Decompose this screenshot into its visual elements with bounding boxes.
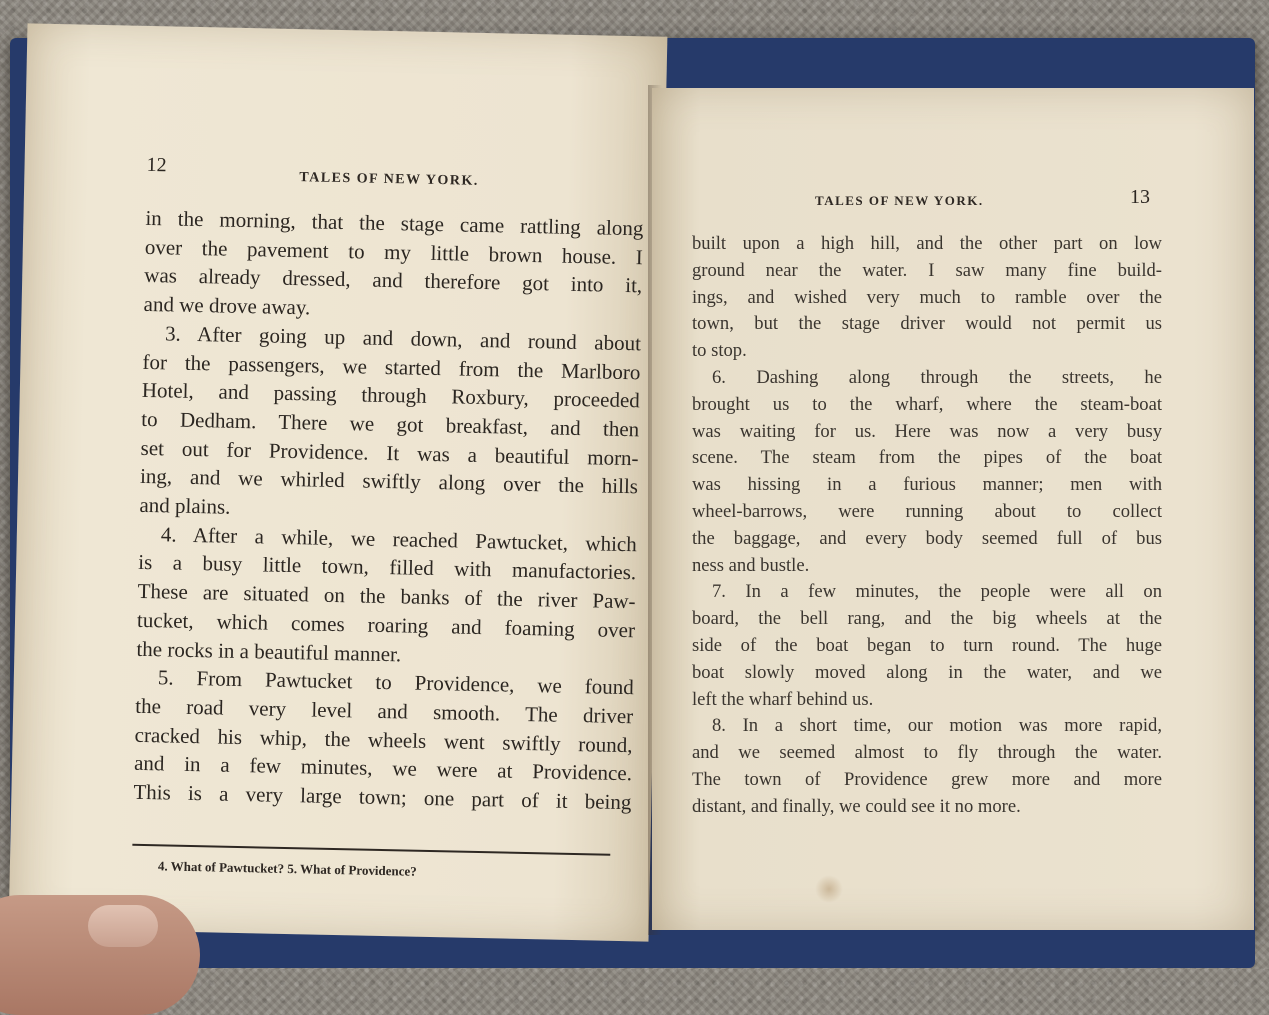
text-line: ing, and we whirled swiftly along over the hills xyxy=(139,464,639,499)
text-line: to stop. xyxy=(692,340,747,362)
text-line: for the passengers, we started from the Marlboro xyxy=(142,349,641,384)
text-line: ness and bustle. xyxy=(692,554,810,576)
footnote-rule xyxy=(132,844,610,856)
text-line: The town of Providence grew more and more xyxy=(692,768,1162,790)
paragraph-start-line: 6. Dashing along through the streets, he xyxy=(712,366,1162,388)
text-line: boat slowly moved along in the water, and we xyxy=(692,661,1162,683)
text-line: the rocks in a beautiful manner. xyxy=(136,636,402,666)
text-line: board, the bell rang, and the big wheels at the xyxy=(692,608,1162,630)
text-line: and in a few minutes, we were at Providence. xyxy=(133,751,633,786)
text-line: the road very level and smooth. The driver xyxy=(135,693,634,729)
running-head-left: TALES OF NEW YORK. xyxy=(299,170,479,189)
text-line: town, but the stage driver would not permit us xyxy=(692,313,1162,335)
text-line: distant, and finally, we could see it no more. xyxy=(692,795,1021,817)
left-page xyxy=(9,23,668,941)
paragraph-start-line: 7. In a few minutes, the people were all on xyxy=(712,581,1162,603)
text-line: and plains. xyxy=(139,492,231,519)
thumbnail xyxy=(88,905,158,947)
text-line: set out for Providence. It was a beautiful morn- xyxy=(140,435,639,470)
text-line: left the wharf behind us. xyxy=(692,688,874,710)
text-line: Hotel, and passing through Roxbury, proceeded xyxy=(141,378,641,413)
page-number-left: 12 xyxy=(146,153,167,177)
text-line: brought us to the wharf, where the steam-boat xyxy=(692,393,1162,415)
paragraph-start-line: 4. After a while, we reached Pawtucket, which xyxy=(160,522,638,557)
right-page-text xyxy=(692,231,1162,821)
text-line: and we drove away. xyxy=(143,292,311,320)
text-line: scene. The steam from the pipes of the boat xyxy=(692,447,1162,469)
right-page xyxy=(652,88,1254,930)
running-head-right: TALES OF NEW YORK. xyxy=(815,193,984,208)
text-line: was already dressed, and therefore got into it, xyxy=(144,263,643,298)
text-line: side of the boat began to turn round. The huge xyxy=(692,634,1162,656)
text-line: built upon a high hill, and the other part on low xyxy=(692,233,1162,254)
text-line: cracked his whip, the wheels went swiftly round, xyxy=(134,722,633,757)
text-line: and we seemed almost to fly through the water. xyxy=(692,742,1162,764)
text-line: ings, and wished very much to ramble over the xyxy=(692,286,1162,308)
left-page-text xyxy=(133,204,644,817)
text-line: was waiting for us. Here was now a very busy xyxy=(692,420,1162,442)
paragraph-start-line: 5. From Pawtucket to Providence, we found xyxy=(157,665,635,700)
footnote-questions: 4. What of Pawtucket? 5. What of Providence? xyxy=(157,858,417,879)
text-line: was hissing in a furious manner; men with xyxy=(692,474,1162,496)
text-line: over the pavement to my little brown house. I xyxy=(144,234,644,270)
text-line: This is a very large town; one part of it being xyxy=(133,779,632,815)
paragraph-start-line: 8. In a short time, our motion was more rapid, xyxy=(712,715,1162,737)
paragraph-start-line: 3. After going up and down, and round about xyxy=(164,321,642,356)
page-number-right: 13 xyxy=(1130,186,1150,208)
text-line: wheel-barrows, were running about to collect xyxy=(692,500,1162,522)
text-line: the baggage, and every body seemed full of bus xyxy=(692,527,1162,549)
text-line: is a busy little town, filled with manufactories. xyxy=(138,550,637,585)
text-line: in the morning, that the stage came rattling along xyxy=(145,205,644,241)
text-line: tucket, which comes roaring and foaming over xyxy=(136,607,636,643)
text-line: ground near the water. I saw many fine build- xyxy=(692,259,1162,281)
text-line: to Dedham. There we got breakfast, and then xyxy=(141,406,640,442)
text-line: These are situated on the banks of the river Paw- xyxy=(137,578,636,614)
page-stain xyxy=(815,875,843,903)
